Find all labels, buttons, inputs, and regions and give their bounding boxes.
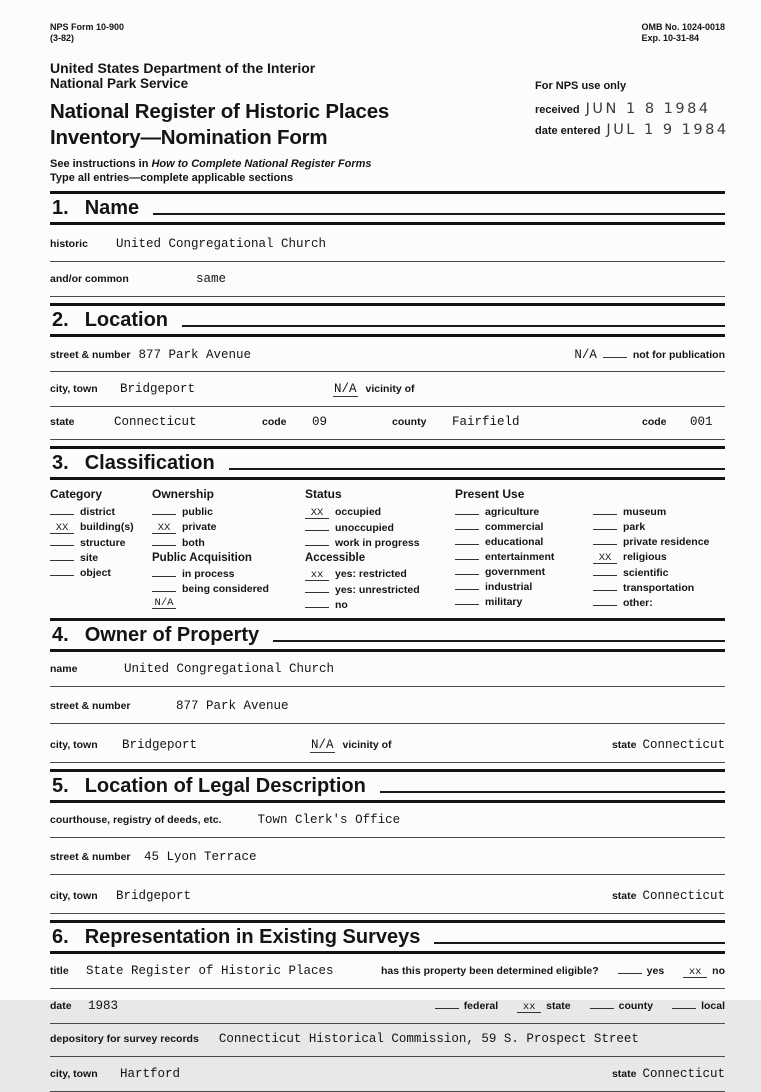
checkbox-mark (593, 544, 617, 545)
checkbox-mark (593, 575, 617, 576)
survey-city-label: city, town (50, 1068, 98, 1080)
section2-title: Location (84, 309, 169, 331)
checkbox-label: industrial (485, 581, 533, 593)
vicinity-na-value: N/A (334, 382, 357, 396)
eligible-yes-option (618, 965, 665, 977)
owner-city-label: city, town (50, 739, 98, 751)
heading-rule (434, 942, 725, 944)
owner-street-value: 877 Park Avenue (176, 699, 289, 713)
classification-col-present-use-2 (593, 487, 725, 614)
owner-state-group (612, 738, 725, 752)
field-owner-city (50, 738, 725, 763)
local-label: local (701, 1000, 725, 1012)
checkbox-list (455, 506, 593, 608)
vicinity-label: vicinity of (365, 383, 415, 395)
checkbox-item (593, 521, 725, 533)
checkbox-mark: XX (593, 553, 617, 564)
checkbox-label: district (80, 506, 116, 518)
depository-value: Connecticut Historical Commission, 59 S. Prospect Street (218, 1032, 639, 1046)
form-revision: (3-82) (50, 33, 75, 43)
owner-name-label: name (50, 663, 78, 675)
checkbox-label: educational (485, 536, 544, 548)
checkbox-mark (305, 530, 329, 531)
federal-option (435, 1000, 498, 1012)
section5-number: 5. (52, 775, 69, 797)
heading-rule (182, 325, 725, 327)
courthouse-label: courthouse, registry of deeds, etc. (50, 814, 222, 826)
form-title-line1: National Register of Historic Places (50, 100, 390, 123)
checkbox-item (50, 537, 152, 549)
checkbox-mark (455, 514, 479, 515)
checkbox-mark: xx (683, 967, 707, 978)
checkbox-item (455, 551, 593, 563)
checkbox-label: government (485, 566, 546, 578)
common-label: and/or common (50, 273, 129, 285)
depository-label: depository for survey records (50, 1033, 199, 1045)
checkbox-item (455, 536, 593, 548)
checkbox-label: both (182, 537, 205, 549)
checkbox-label: building(s) (80, 521, 134, 533)
checkbox-label: site (80, 552, 99, 564)
field-survey-city (50, 1067, 725, 1092)
section-divider (50, 800, 725, 803)
section6-number: 6. (52, 926, 69, 948)
checkbox-label: private residence (623, 536, 710, 548)
survey-state-group (612, 1067, 725, 1081)
stamp-block (535, 99, 729, 151)
field-legal-street (50, 850, 725, 875)
checkbox-item (50, 552, 152, 564)
checkbox-label: yes: restricted (335, 568, 407, 580)
survey-state-label: state (611, 1068, 637, 1080)
checkbox-item (50, 506, 152, 518)
field-depository (50, 1032, 725, 1057)
field-state-county (50, 415, 725, 440)
street-label: street & number (50, 349, 131, 361)
checkbox-label: museum (623, 506, 667, 518)
checkbox-label: park (623, 521, 646, 533)
common-value: same (196, 272, 227, 286)
form-meta-row (50, 22, 725, 44)
date-entered-row (535, 122, 729, 138)
column-header (593, 487, 725, 501)
checkbox-list (152, 506, 305, 609)
checkbox-item (593, 506, 725, 518)
owner-city-value: Bridgeport (122, 738, 198, 752)
survey-level-group (422, 1000, 725, 1013)
federal-label: federal (463, 1000, 499, 1012)
survey-date-value: 1983 (88, 999, 119, 1013)
checkbox-label: unoccupied (335, 522, 394, 534)
field-city-town (50, 382, 725, 407)
code2-label: code (642, 416, 667, 428)
section4-title: Owner of Property (84, 624, 260, 646)
eligible-group (381, 965, 725, 978)
owner-vicinity-label: vicinity of (342, 739, 392, 751)
checkbox-label: entertainment (485, 551, 555, 563)
section-divider (50, 951, 725, 954)
checkbox-item (455, 566, 593, 578)
field-common-name (50, 272, 725, 297)
title-row (50, 99, 729, 151)
state-value: Connecticut (114, 415, 197, 429)
code2-value: 001 (690, 415, 713, 429)
checkbox-label: structure (80, 537, 126, 549)
section4-heading (50, 621, 725, 649)
checkbox-mark (455, 544, 479, 545)
checkbox-mark (590, 1008, 614, 1009)
legal-state-group (612, 889, 725, 903)
owner-street-label: street & number (50, 700, 131, 712)
field-courthouse (50, 813, 725, 838)
instructions-line2: Type all entries—complete applicable sections (50, 172, 294, 184)
checkbox-mark (593, 514, 617, 515)
historic-label: historic (50, 238, 88, 250)
checkbox-item (152, 521, 305, 534)
checkbox-item (152, 506, 305, 518)
received-row (535, 101, 725, 117)
yes-label: yes (646, 965, 665, 977)
county-option-label: county (618, 1000, 654, 1012)
checkbox-item (593, 551, 725, 564)
not-for-publication-group (574, 347, 725, 362)
checkbox-mark: XX (305, 508, 329, 519)
survey-title-value: State Register of Historic Places (86, 964, 334, 978)
field-historic-name (50, 237, 725, 262)
date-entered-label: date entered (535, 125, 601, 137)
classification-col-present-use (455, 487, 593, 614)
date-entered-stamp: JUL 1 9 1984 (606, 122, 729, 138)
checkbox-label: religious (623, 551, 667, 563)
form-number: NPS Form 10-900 (50, 22, 125, 32)
checkbox-item (152, 583, 305, 595)
checkbox-mark: xx (517, 1002, 541, 1013)
classification-grid (50, 487, 725, 618)
legal-city-label: city, town (50, 890, 98, 902)
checkbox-item (455, 506, 593, 518)
section6-title: Representation in Existing Surveys (84, 926, 421, 948)
checkbox-mark: XX (152, 523, 176, 534)
checkbox-label: commercial (485, 521, 544, 533)
checkbox-label: work in progress (335, 537, 420, 549)
section1-number: 1. (52, 197, 69, 219)
checkbox-item (593, 567, 725, 579)
received-date-stamp: JUN 1 8 1984 (585, 101, 711, 117)
checkbox-item (305, 599, 455, 611)
legal-street-label: street & number (50, 851, 131, 863)
checkbox-mark (593, 605, 617, 606)
checkbox-mark: N/A (152, 598, 176, 609)
not-for-publication-label: not for publication (632, 349, 725, 361)
checkbox-mark (305, 545, 329, 546)
owner-state-label: state (611, 739, 637, 751)
survey-city-value: Hartford (120, 1067, 181, 1081)
column-header: Ownership (152, 487, 215, 501)
survey-date-label: date (50, 1000, 72, 1012)
checkbox-list (50, 506, 152, 579)
checkbox-mark (618, 973, 642, 974)
field-survey-date (50, 999, 725, 1024)
survey-state-value: Connecticut (642, 1067, 725, 1081)
omb-number: OMB No. 1024-0018 (641, 22, 725, 32)
section1-title: Name (84, 197, 140, 219)
city-label: city, town (50, 383, 98, 395)
section-divider (50, 649, 725, 652)
checkbox-label: no (335, 599, 348, 611)
checkbox-item (455, 521, 593, 533)
checkbox-item (50, 521, 152, 534)
omb-block (641, 22, 725, 44)
historic-value: United Congregational Church (116, 237, 327, 251)
checkbox-label: military (485, 596, 523, 608)
field-owner-street (50, 699, 725, 724)
received-label: received (535, 104, 580, 116)
code-label: code (262, 416, 287, 428)
checkbox-mark (455, 574, 479, 575)
checkbox-item (455, 596, 593, 608)
form-title-line2: Inventory—Nomination Form (50, 126, 328, 149)
checkbox-mark (593, 590, 617, 591)
heading-rule (153, 213, 725, 215)
checkbox-mark (593, 529, 617, 530)
section2-number: 2. (52, 309, 69, 331)
checkbox-mark (455, 529, 479, 530)
section-divider (50, 334, 725, 337)
section3-number: 3. (52, 452, 69, 474)
state-label: state (50, 416, 75, 428)
agency-title: National Park Service (50, 76, 189, 91)
legal-state-label: state (611, 890, 637, 902)
checkbox-item (152, 568, 305, 580)
classification-subheader: Public Acquisition (152, 552, 252, 564)
classification-subheader: Accessible (305, 552, 366, 564)
checkbox-mark: xx (305, 570, 329, 581)
section2-heading (50, 306, 725, 334)
na-value: N/A (574, 348, 597, 362)
checkbox-label: yes: unrestricted (335, 584, 420, 596)
checkbox-mark (152, 514, 176, 515)
checkbox-mark (50, 514, 74, 515)
instructions-line1 (50, 157, 725, 171)
section4-number: 4. (52, 624, 69, 646)
classification-col-category (50, 487, 152, 614)
checkbox-item (152, 537, 305, 549)
checkbox-mark (152, 545, 176, 546)
field-owner-name (50, 662, 725, 687)
checkbox-label: being considered (182, 583, 269, 595)
instructions-book-title: How to Complete National Register Forms (151, 158, 372, 170)
checkbox-item (305, 537, 455, 549)
heading-rule (229, 468, 725, 470)
legal-street-value: 45 Lyon Terrace (144, 850, 257, 864)
checkbox-list (305, 506, 455, 611)
checkbox-item (305, 584, 455, 596)
checkbox-mark (672, 1008, 696, 1009)
field-street-number (50, 347, 725, 372)
checkbox-label: occupied (335, 506, 382, 518)
section-divider (50, 222, 725, 225)
checkbox-label: agriculture (485, 506, 540, 518)
section-divider (50, 477, 725, 480)
checkbox-label: scientific (623, 567, 669, 579)
section5-heading (50, 772, 725, 800)
agency-row (50, 60, 725, 92)
checkbox-item (593, 582, 725, 594)
state-option-label: state (546, 1000, 571, 1012)
omb-expiration: Exp. 10-31-84 (641, 33, 699, 43)
local-option (672, 1000, 725, 1012)
state-option (517, 1000, 571, 1013)
checkbox-mark (50, 545, 74, 546)
owner-vicinity-na: N/A (311, 738, 334, 752)
courthouse-value: Town Clerk's Office (257, 813, 401, 827)
column-header: Status (305, 487, 342, 501)
form-number-block (50, 22, 124, 44)
checkbox-label: public (182, 506, 213, 518)
checkbox-mark (455, 604, 479, 605)
heading-rule (380, 791, 725, 793)
checkbox-mark (50, 575, 74, 576)
eligible-question: has this property been determined eligible? (381, 965, 599, 977)
street-value: 877 Park Avenue (138, 348, 252, 362)
owner-name-value: United Congregational Church (124, 662, 335, 676)
checkbox-mark (305, 592, 329, 593)
city-value: Bridgeport (120, 382, 196, 396)
classification-col-status (305, 487, 455, 614)
section3-heading (50, 449, 725, 477)
legal-state-value: Connecticut (642, 889, 725, 903)
checkbox-label: in process (182, 568, 235, 580)
section6-heading (50, 923, 725, 951)
checkbox-item (152, 598, 305, 609)
checkbox-label: private (182, 521, 217, 533)
checkbox-label: transportation (623, 582, 695, 594)
checkbox-mark (455, 559, 479, 560)
checkbox-mark (305, 607, 329, 608)
checkbox-list (593, 506, 725, 609)
no-label: no (712, 965, 725, 977)
eligible-no-option (683, 965, 725, 978)
code-value: 09 (312, 415, 328, 429)
checkbox-mark (152, 576, 176, 577)
checkbox-item (305, 506, 455, 519)
field-legal-city (50, 889, 725, 914)
nps-use-only-label: For NPS use only (535, 80, 627, 92)
column-header: Present Use (455, 487, 525, 501)
county-label: county (392, 416, 427, 428)
owner-state-value: Connecticut (642, 738, 725, 752)
form-title-block (50, 99, 389, 151)
survey-title-label: title (50, 965, 69, 977)
checkbox-label: other: (623, 597, 653, 609)
instructions-prefix: See instructions in (50, 158, 149, 170)
checkbox-mark (50, 560, 74, 561)
heading-rule (273, 640, 725, 642)
legal-city-value: Bridgeport (116, 889, 192, 903)
section5-title: Location of Legal Description (84, 775, 366, 797)
agency-block (50, 60, 315, 92)
section1-heading (50, 194, 725, 222)
section3-title: Classification (84, 452, 215, 474)
checkbox-mark (152, 591, 176, 592)
county-option (590, 1000, 653, 1012)
checkbox-item (305, 568, 455, 581)
checkbox-item (50, 567, 152, 579)
classification-col-ownership (152, 487, 305, 614)
county-value: Fairfield (452, 415, 520, 429)
checkbox-item (305, 522, 455, 534)
column-header: Category (50, 487, 103, 501)
checkbox-mark (455, 589, 479, 590)
checkbox-item (593, 536, 725, 548)
checkbox-mark: XX (50, 523, 74, 534)
blank-line (603, 347, 627, 358)
checkbox-item (593, 597, 725, 609)
department-title: United States Department of the Interior (50, 60, 316, 76)
checkbox-item (455, 581, 593, 593)
checkbox-mark (435, 1008, 459, 1009)
checkbox-label: object (80, 567, 111, 579)
field-survey-title (50, 964, 725, 989)
